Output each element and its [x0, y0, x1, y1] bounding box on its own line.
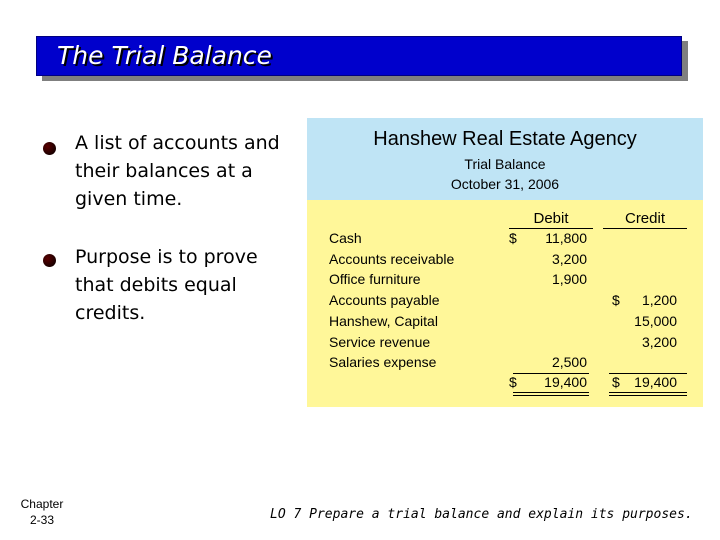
- debit-value: 1,900: [551, 271, 587, 287]
- title-banner: [36, 36, 682, 76]
- debit-total: [509, 374, 587, 390]
- credit-total-value: 19,400: [634, 374, 677, 390]
- chapter-label: Chapter: [20, 497, 64, 511]
- account-name: Hanshew, Capital: [329, 313, 438, 329]
- account-name: Accounts receivable: [329, 251, 455, 267]
- credit-column-header: Credit: [603, 210, 687, 229]
- credit-amount: [599, 313, 677, 329]
- credit-total-double-line: [609, 392, 687, 396]
- debit-value: 3,200: [551, 251, 587, 267]
- debit-value: 11,800: [545, 230, 587, 246]
- debit-amount: [509, 251, 587, 267]
- account-name: Office furniture: [329, 271, 421, 287]
- debit-total-sign: $: [509, 374, 517, 390]
- debit-column-header: Debit: [509, 210, 593, 229]
- credit-value: 3,200: [641, 334, 677, 350]
- debit-amount: [509, 230, 587, 246]
- credit-amount: [599, 292, 677, 308]
- bullet-icon: [43, 254, 56, 267]
- credit-value: 15,000: [634, 313, 677, 329]
- credit-sign: $: [612, 292, 620, 308]
- statement-date: October 31, 2006: [450, 176, 560, 192]
- account-name: Service revenue: [329, 334, 431, 350]
- debit-sign: $: [509, 230, 517, 246]
- slide-title: The Trial Balance: [57, 41, 272, 70]
- debit-value: 2,500: [551, 354, 587, 370]
- chapter-number: [16, 496, 68, 528]
- company-name: Hanshew Real Estate Agency: [373, 128, 637, 150]
- bullet-icon: [43, 142, 56, 155]
- credit-amount: [599, 334, 677, 350]
- debit-amount: [509, 271, 587, 287]
- bullet-text-2: Purpose is to prove that debits equal credits.: [75, 246, 258, 324]
- credit-total: [599, 374, 677, 390]
- statement-title: Trial Balance: [464, 156, 546, 172]
- credit-value: 1,200: [641, 292, 677, 308]
- learning-objective: LO 7 Prepare a trial balance and explain its purposes.: [270, 507, 693, 522]
- debit-total-double-line: [513, 392, 589, 396]
- debit-total-value: 19,400: [544, 374, 587, 390]
- debit-amount: [509, 354, 587, 370]
- account-name: Salaries expense: [329, 354, 437, 370]
- bullet-text-1: A list of accounts and their balances at a given time.: [75, 132, 280, 210]
- account-name: Accounts payable: [329, 292, 440, 308]
- credit-total-sign: $: [612, 374, 620, 390]
- page-number: 2-33: [29, 513, 55, 527]
- account-name: Cash: [329, 230, 362, 246]
